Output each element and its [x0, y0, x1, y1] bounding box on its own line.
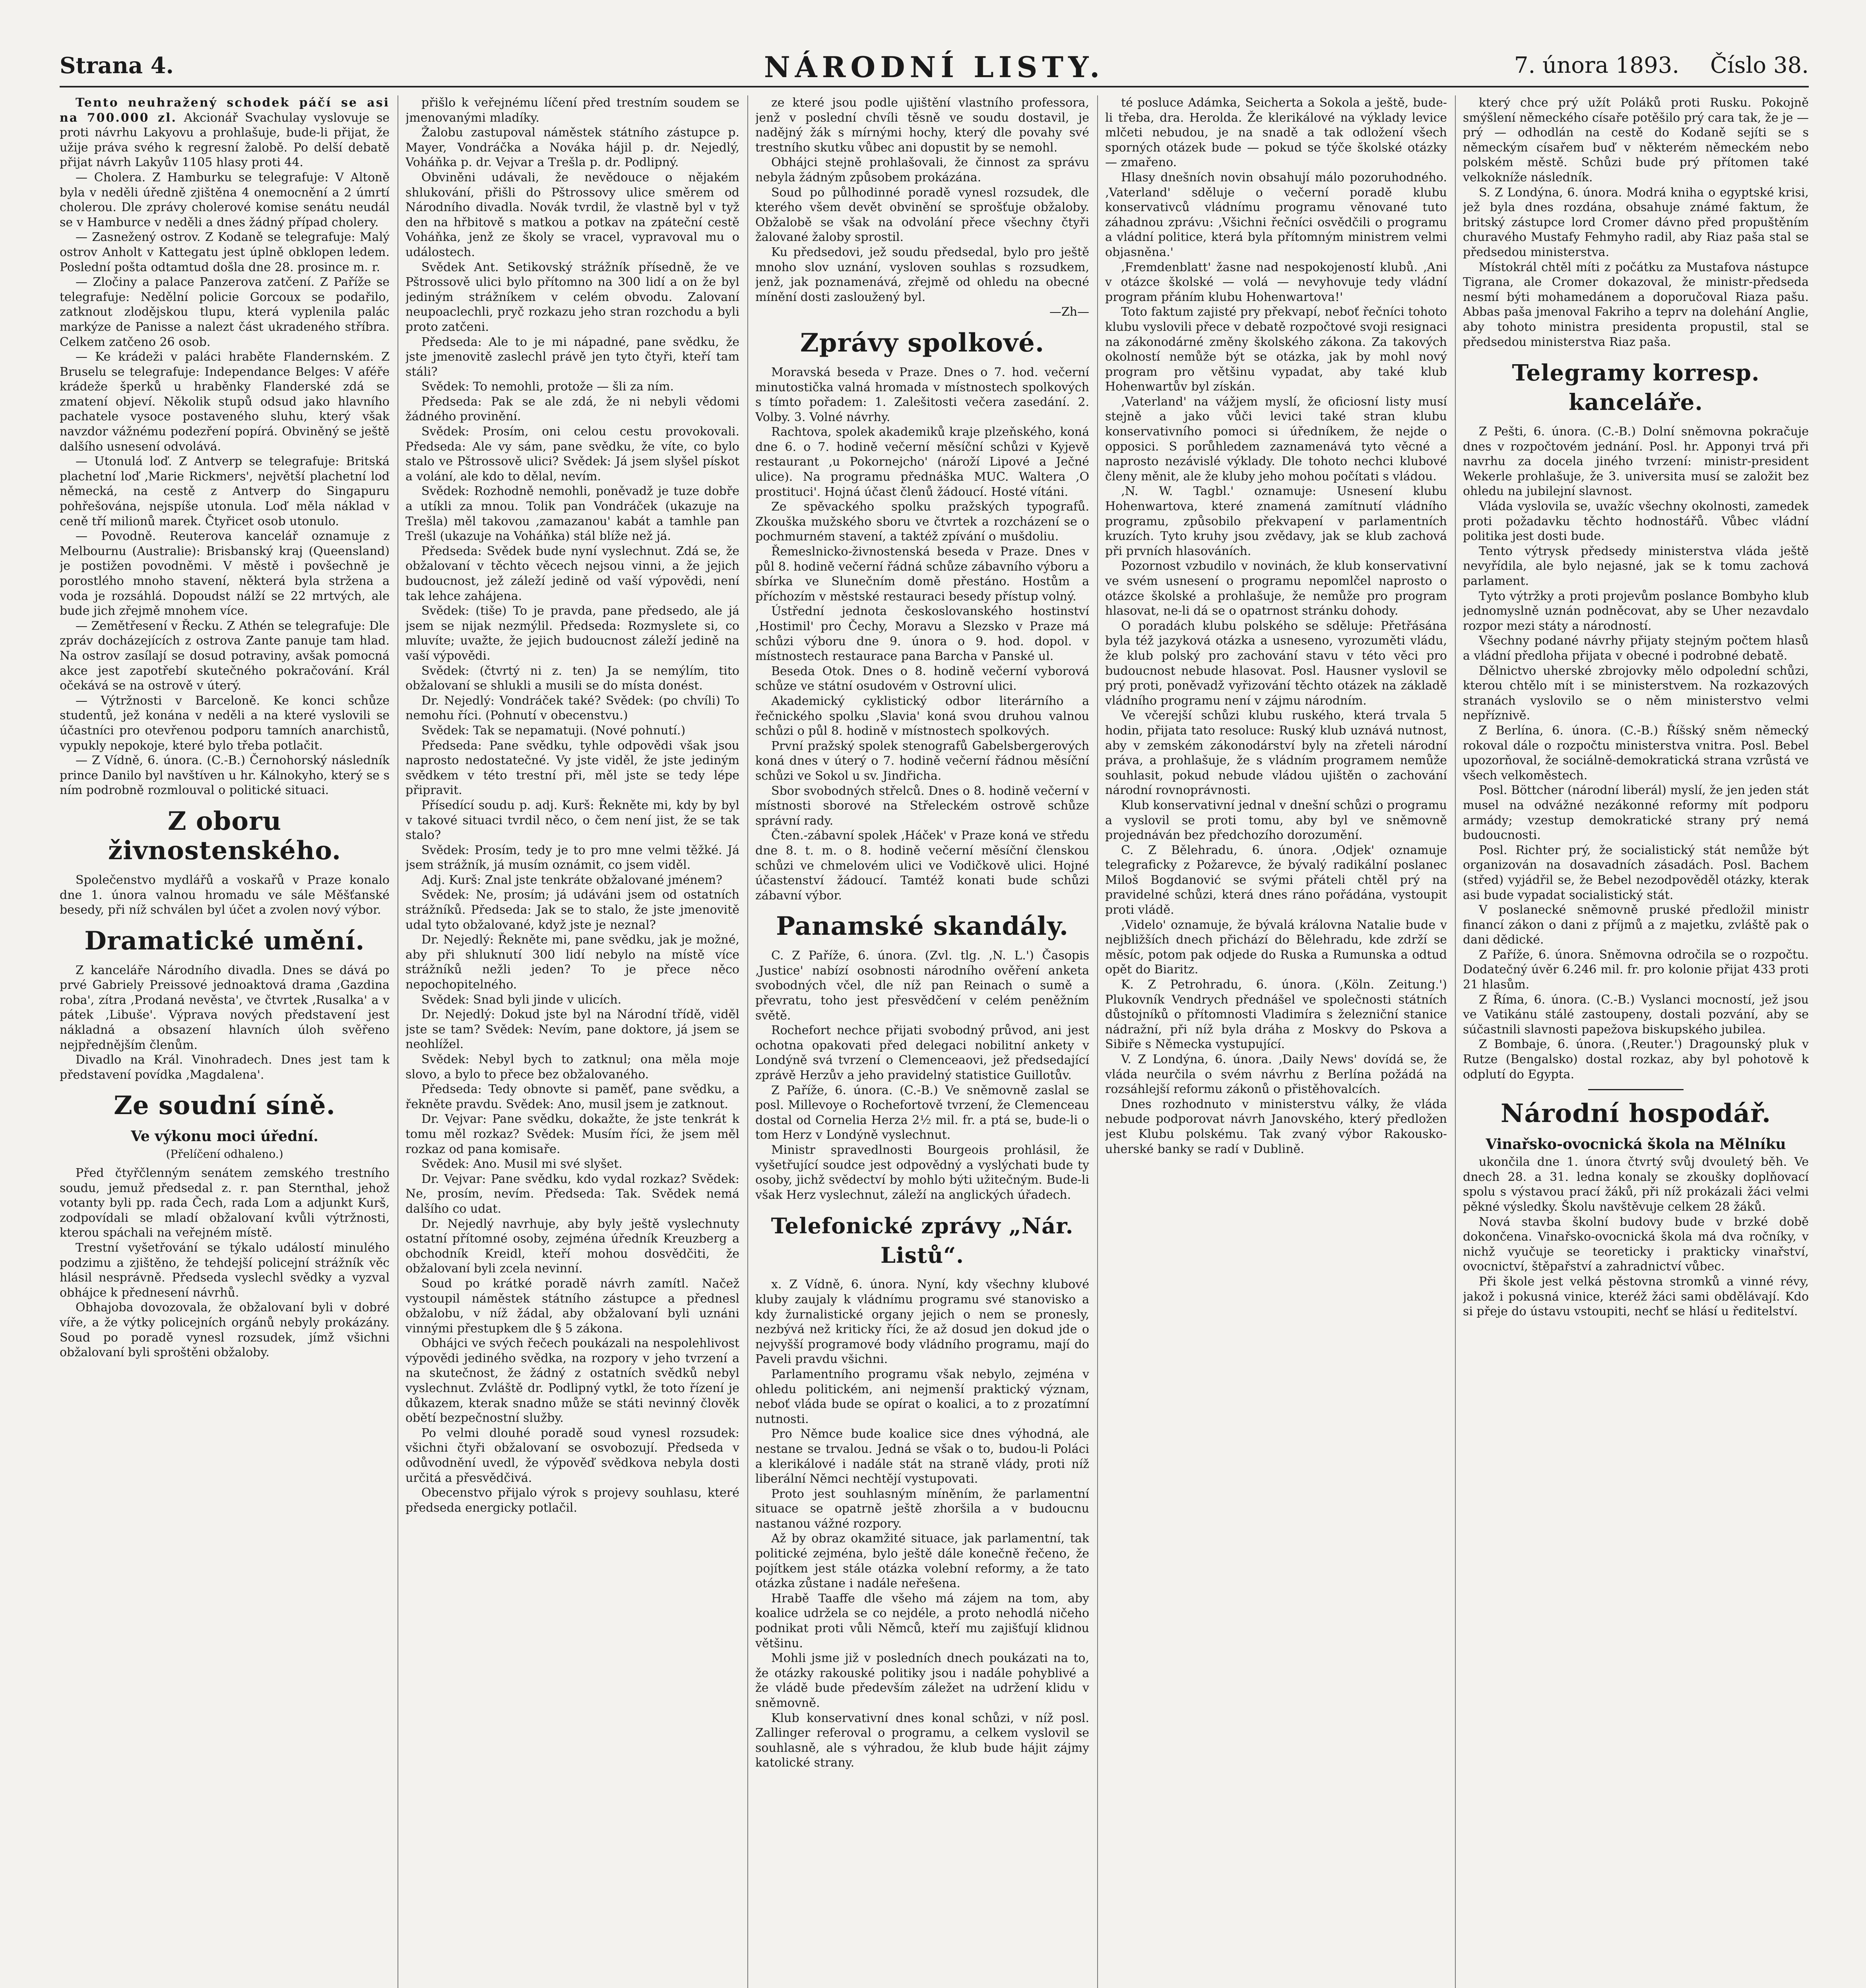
article-paragraph: Obecenstvo přijalo výrok s projevy souhlasu, které předseda energicky potlačil. — [405, 1486, 739, 1515]
article-paragraph: Ze spěvackého spolku pražských typografů. Zkouška mužského sboru ve čtvrtek a rozcházení se o pochmurném stavení, a taktéž zpívání o mušdoliu. — [755, 500, 1089, 544]
article-paragraph: K. Z Petrohradu, 6. února. (‚Köln. Zeitung.') Plukovník Vendrych přednášel ve společnosti státních důstojníků o přítomnosti Vladimíra s železniční stanice nádražní, při níž byla dráha z Moskvy do Pskova a Sibiře s Německa vystupující. — [1105, 978, 1447, 1052]
article-paragraph: Ústřední jednota českoslovanského hostinství ‚Hostimil' pro Čechy, Moravu a Slezsko v Praze má schůzi výboru dne 9. února o 9. hod. dopol. v místnostech restaurace pana Barcha v Panské ul. — [755, 604, 1089, 664]
article-paragraph: Sbor svobodných střelců. Dnes o 8. hodině večerní v místnosti sborové na Střeleckém ostrově schůze správní rady. — [755, 784, 1089, 828]
article-paragraph: Dělnictvo uherské zbrojovky mělo odpolední schůzi, kterou chtělo mít i se ministerstvem. Na rozkazových stranách vyslovilo se o něm ministerstvo velmi nepříznivě. — [1463, 664, 1809, 723]
article-paragraph: Svědek: Snad byli jinde v ulicích. — [421, 992, 622, 1007]
article-paragraph: Místokrál chtěl míti z počátku za Mustafova nástupce Tigrana, ale Cromer dokazoval, že ministr-předseda nesmí býti mohamedánem a doporučoval Riaza pašu. Abbas paša jmenoval Fakriho a teprv na dolehání Anglie, aby tohoto ministra presidenta propustil, stal se předsedou ministerstva Riaz paša. — [1463, 260, 1809, 349]
article-paragraph: té posluce Adámka, Seicherta a Sokola a ještě, bude-li třeba, dra. Herolda. Že klerikálové na výklady levice mlčeti nebudou, je na snadě a tak odložení všech sporných otázek bude — pokud se týče školské otázky — zmařeno. — [1105, 96, 1447, 170]
article-paragraph: Beseda Otok. Dnes o 8. hodině večerní vyborová schůze ve státní osudovém v Ostrovní ulici. — [755, 664, 1089, 693]
article-paragraph: Klub konservativní dnes konal schůzi, v níž posl. Zallinger referoval o programu, a celkem vyslovil se souhlasně, ale s výhradou, že klub bude hájit zájmy katolické strany. — [755, 1711, 1089, 1770]
article-paragraph: Akademický cyklistický odbor literárního a řečnického spolku ‚Slavia' koná svou druhou valnou schůzi o půl 8. hodině v místnostech spolkových. — [755, 694, 1089, 738]
article-paragraph: Při škole jest velká pěstovna stromků a vinné révy, jakož i pokusná vinice, kteréž žáci sami obdělávají. Kdo si přeje do ústavu vstoupiti, nechť se hlásí u ředitelství. — [1463, 1274, 1809, 1319]
article-paragraph: V poslanecké sněmovně pruské předložil ministr financí zákon o dani z příjmů a z majetku, zvláště pak o dani dědické. — [1463, 903, 1809, 947]
article-paragraph: Po velmi dlouhé poradě soud vynesl rozsudek: všichni čtyři obžalovaní se osvobozují. Předseda v odůvodnění uvedl, že výpověď svědkova nebyla dosti určitá a přesvědčivá. — [405, 1426, 739, 1485]
article-paragraph: Všechny podané návrhy přijaty stejným počtem hlasů a vládní předloha přijata v obecné i podrobné debatě. — [1463, 634, 1809, 663]
newspaper-title: NÁRODNÍ LISTY. — [764, 50, 1105, 84]
news-item-povodne: — Povodně. Reuterova kancelář oznamuje z Melbournu (Australie): Brisbanský kraj (Queensland) je postižen povodněmi. V městě i povšechně je porostlého mnoho stavení, některá byla stržena a voda je rozsáhlá. Dopoudst nálží se 22 mrtvých, ale bude jich zřejmě mnohem více. — [60, 529, 390, 618]
section-heading-soud: Ze soudní síně. — [114, 1091, 336, 1121]
page-label: Strana 4. — [60, 52, 174, 79]
article-paragraph: Obhajoba dovozovala, že obžalovaní byli v dobré víře, a že výtky policejních orgánů nebyly prokázány. Soud po poradě vynesl rozsudek, jímž všichni obžalovaní byli sproštěni obžaloby. — [60, 1301, 390, 1360]
article-paragraph: Čten.-zábavní spolek ‚Háček' v Praze koná ve středu dne 8. t. m. o 8. hodině večerní měsíční členskou schůzi ve chmelovém ulici ve Vodičkově ulici. Hojné účastenství žádoucí. Tamtéž konati bude schůzi zábavní výbor. — [755, 829, 1089, 903]
article-paragraph: Tento neuhražený schodek páčí se asi na 700.000 zl. Akcionář Svachulay vyslovuje se proti návrhu Lakyovu a prohlašuje, bude-li přijat, že užije práva svého k regresní žalobě. Po delší debatě přijat návrh Lakyův 1105 hlasy proti 44. — [60, 96, 390, 170]
article-paragraph: Proto jest souhlasným míněním, že parlamentní situace se opatrně ještě zhoršila a v budoucnu nastanou vážné rozpory. — [755, 1487, 1089, 1531]
article-paragraph: který chce prý užít Poláků proti Rusku. Pokojně smýšlení německého císaře potěšilo prý cara tak, že je — prý — odhodlán na cestě do Kodaně sejíti se s německým císařem buď v některém německém nebo polském městě. Schůzi bude prý přítomen také velkokníže následník. — [1463, 96, 1809, 184]
article-paragraph: Svědek Ant. Setikovský strážník přísedně, že ve Pštrossově ulici bylo přítomno na 300 lidí a on že byl jediným strážníkem v celém obvodu. Zalovaní neupoaclechli, pryč rozkazu jeho stran rozchodu a byli proto zatčeni. — [405, 260, 739, 334]
article-paragraph: ‚N. W. Tagbl.' oznamuje: Usnesení klubu Hohenwartova, které znamená zamítnutí vládního programu, způsobilo překvapení v parlamentních kruzích. Tyto kruhy jsou zvědavy, jak se klub zachová při prvních hlasováních. — [1105, 484, 1447, 558]
column-2 — [405, 95, 739, 1988]
article-paragraph: Dr. Nejedlý: Řekněte mi, pane svědku, jak je možné, aby při shluknutí 300 lidí nebylo na místě více strážníků nežli jeden? To je přece něco nepochopitelného. — [405, 933, 739, 992]
article-paragraph: Dr. Vejvar: Pane svědku, dokažte, že jste tenkrát k tomu měl rozkaz? Svědek: Musím říci, že jsem měl rozkaz od pana komisaře. — [405, 1112, 739, 1156]
article-paragraph: Posl. Richter prý, že socialistický stát nemůže být organizován na dosavadních zásadách. Posl. Bachem (střed) vyjádřil se, že Bebel nezodpověděl otázky, kterak asi bude vypadat socialistický stát. — [1463, 843, 1809, 902]
article-paragraph: Svědek: Ano. Musil mi své slyšet. — [421, 1157, 623, 1171]
article-paragraph: x. Z Vídně, 6. února. Nyní, kdy všechny klubové kluby zaujaly k vládnímu programu své stanovisko a kdy žurnalistické organy jejich o nem se pronesly, nezbývá než kriticky říci, že až dosud jen dokud jde o nejvyšší programové body vládního programu, mají do Paveli pravdu všichni. — [755, 1277, 1089, 1367]
column-4 — [1105, 95, 1447, 1988]
news-item-kradez: — Ke krádeži v paláci hraběte Flandernském. Z Bruselu se telegrafuje: Independance Belges: V aféře krádeže šperků u hraběnky Flanderské zdá se zmatení objeví. Několik stupů odsud jako hlavního pachatele vysoce postaveného sluhu, který však navzdor vážnému podezření popírá. Obviněný se ještě dalšího usnesení odvolává. — [60, 350, 390, 454]
article-paragraph: Z Říma, 6. února. (C.-B.) Vyslanci mocností, jež jsou ve Vatikánu stálé zastoupeny, dostali pozvání, aby se súčastnili slavnosti papežova biskupského jubilea. — [1463, 992, 1809, 1037]
article-paragraph: Obviněni udávali, že nevědouce o nějakém shlukování, přišli do Pštrossovy ulice směrem od Národního divadla. Novák tvrdil, že vlastně byl v tyž den na hřbitově s matkou a potkav na zpáteční cestě Voháňka, jenž ze školy se vracel, vypravoval mu o událostech. — [405, 170, 739, 259]
article-paragraph: Předseda: Svědek bude nyní vyslechnut. Zdá se, že obžalovaní v těchto věcech nejsou vinni, a že jejich budoucnost, jež záleží jedině od vaší výpovědi, není tak lehce zahájena. — [405, 544, 739, 603]
article-paragraph: Z Bombaje, 6. února. (‚Reuter.') Dragounský pluk v Rutze (Bengalsko) dostal rozkaz, aby byl pohotově k odplutí do Egypta. — [1463, 1037, 1809, 1081]
section-heading-telegramy: Telegramy korresp. kanceláře. — [1512, 360, 1760, 416]
article-paragraph: Svědek: Tak se nepamatuji. (Nové pohnutí.) — [421, 723, 686, 738]
column-rule — [747, 95, 748, 1988]
article-paragraph: Adj. Kurš: Znal jste tenkráte obžalované jménem? — [421, 873, 722, 887]
column-rule — [1097, 95, 1098, 1988]
article-paragraph: Dr. Vejvar: Pane svědku, kdo vydal rozkaz? Svědek: Ne, prosím, nevím. Předseda: Tak. Svědek nemá dalšího co udat. — [405, 1172, 739, 1216]
article-paragraph: Svědek: To nemohli, protože — šli za ním. — [421, 380, 674, 394]
issue-number: Číslo 38. — [1710, 52, 1809, 78]
article-paragraph: Z Pešti, 6. února. (C.-B.) Dolní sněmovna pokračuje dnes v rozpočtovém jednání. Posl. hr. Apponyi trvá při navrhu za docela jiného tvrzení: ministr-president Wekerle prohlašuje, že 3. universita musí se založit bez ohledu na jubilejní slavnost. — [1463, 425, 1809, 499]
article-signature: —Zh— — [1049, 305, 1089, 319]
column-rule — [1455, 95, 1456, 1988]
article-paragraph: přišlo k veřejnému líčení před trestním soudem se jmenovanými mladíky. — [405, 96, 739, 125]
article-paragraph: Ministr spravedlnosti Bourgeois prohlásil, že vyšetřující soudce jest odpovědný a vyslýchati bude ty osoby, jichž svědectví by mohlo býti užitečným. Bude-li však Herz vyslechnut, záleží na anglických úřadech. — [755, 1143, 1089, 1202]
article-paragraph: C. Z Bělehradu, 6. února. ‚Odjek' oznamuje telegraficky z Požarevce, že bývalý radikální poslanec Miloš Bogdanović se svými přáteli chtěl prý na pravidelné schůzi, která dnes ráno pořádána, vystoupit proti vládě. — [1105, 843, 1447, 917]
article-paragraph: ‚Vaterland' na vážjem myslí, že oficiosní listy musí stejně a jako vůči levici také stran klubu konservativního pomoci si úředníkem, že nejde o opposici. S porůhledem zaznamenává tyto věcné a naprosto nezávislé výklady. Dle tohoto nechci klubové členy měnit, ale že kluby jeho mohou počítati s vládou. — [1105, 394, 1447, 483]
article-paragraph: V. Z Londýna, 6. února. ‚Daily News' dovídá se, že vláda neurčila o svém návrhu z Berlína požádá na rozsáhlejší reformu zákonů o přistěhovalcích. — [1105, 1052, 1447, 1097]
article-paragraph: ‚Videlo' oznamuje, že bývalá královna Natalie bude v nejbližších dnech přichází do Bělehradu, kde zdrží se měsíc, potom pak odjede do Ruska a Rumunska a odtud opět do Biaritz. — [1105, 918, 1447, 977]
article-paragraph: Z kanceláře Národního divadla. Dnes se dává po prvé Gabriely Preissové jednoaktová drama ‚Gazdina roba', zítra ‚Prodaná nevěsta', ve čtvrtek ‚Rusalka' a v pátek ‚Libuše'. Výprava nových představení jest nákladná a obsazení hlavních úloh svěřeno nejpřednějším členům. — [60, 963, 390, 1052]
article-paragraph: Posl. Böttcher (národní liberál) myslí, že jen jeden stát musel na odvážné nezákonné reformy mít podporu armády; vzestup demokratické strany prý nemá budoucnosti. — [1463, 783, 1809, 843]
news-item-cholera: — Cholera. Z Hamburku se telegrafuje: V Altoně byla v neděli úředně zjištěna 4 onemocnění a 2 úmrtí cholerou. Dle zprávy cholerové komise senátu neudál se v Hamburce v neděli a dnes žádný případ cholery. — [60, 170, 390, 229]
article-paragraph: Tento výtrysk předsedy ministerstva vláda ještě nevyřídila, ale bylo nejasné, jak se k tomu zachová parlament. — [1463, 544, 1809, 588]
article-paragraph: Svědek: (tiše) To je pravda, pane předsedo, ale já jsem se nijak nezmýlil. Předseda: Rozmyslete si, co mluvíte; uvažte, že jejich budoucnost záleží jedině na vaší výpovědi. — [405, 604, 739, 663]
news-item-ostrov: — Zasnežený ostrov. Z Kodaně se telegrafuje: Malý ostrov Anholt v Kattegatu jest úplně obklopen ledem. Poslední pošta odtamtud došla dne 28. prosince m. r. — [60, 230, 390, 274]
section-divider — [1588, 1089, 1684, 1090]
article-paragraph: Dr. Nejedlý: Dokud jste byl na Národní třídě, viděl jste se tam? Svědek: Nevím, pane doktore, já jsem se neohlížel. — [405, 1008, 739, 1052]
article-title: Ve výkonu moci úřední. — [131, 1128, 318, 1145]
article-paragraph: Svědek: (čtvrtý ni z. ten) Ja se nemýlím, tito obžalovaní se shlukli a musili se do místa donést. — [405, 664, 739, 693]
article-paragraph: Z Paříže, 6. února. (C.-B.) Ve sněmovně zaslal se posl. Millevoye o Rochefortově tvrzení, že Clemenceau dostal od Cornelia Herza 2½ mil. fr. a ptá se, bude-li o tom Herz v Londýně vyslechnut. — [755, 1083, 1089, 1142]
article-paragraph: Předseda: Pak se ale zdá, že ni nebyli vědomi žádného provinění. — [405, 394, 739, 424]
article-paragraph: Toto faktum zajisté pry překvapí, neboť řečníci tohoto klubu vyslovili přece v debatě rozpočtové svoji resignaci na zákonodárné změny školského zákona. Za takových okolností nemůže být se otázka, jak by mohl nový program pro většinu vypadat, aby také klub Hohenwartův byl získán. — [1105, 305, 1447, 394]
article-paragraph: Divadlo na Král. Vinohradech. Dnes jest tam k představení povídka ‚Magdalena'. — [60, 1053, 390, 1082]
article-paragraph: První pražský spolek stenografů Gabelsbergerových koná dnes v úterý o 7. hodině večerní řádnou měsíční schůzi ve Sokol u sv. Jindřicha. — [755, 739, 1089, 783]
article-paragraph: Přísedící soudu p. adj. Kurš: Řekněte mi, kdy by byl v takové situaci tvrdil něco, o čem není jist, že se tak stalo? — [405, 798, 739, 843]
article-paragraph: Řemeslnicko-živnostenská beseda v Praze. Dnes v půl 8. hodině večerní řádná schůze zábavního výboru a sbírka ve Slunečním domě přestáno. Hostům a příchozím v městské restauraci besedy přístup volný. — [755, 545, 1089, 604]
article-paragraph: Rochefort nechce přijati svobodný průvod, ani jest ochotna opakovati před delegaci nobilitní ankety v Londýně svá tvrzení o Clemenceaovi, jež předsedající zprávě Herzův a jeho pravidelný statistice Guillotův. — [755, 1023, 1089, 1083]
article-paragraph: Parlamentního programu však nebylo, zejména v ohledu politickém, ani nejmenší praktický význam, neboť vláda bude se opírat o koalici, a to z prozatímní nutnosti. — [755, 1367, 1089, 1426]
article-paragraph: S. Z Londýna, 6. února. Modrá kniha o egyptské krisi, jež byla dnes rozdána, obsahuje známé faktum, že britský zástupce lord Cromer dávno před propuštěním churavého Mustafy Fehmyho radil, aby Riaz paša stal se předsedou ministerstva. — [1463, 185, 1809, 259]
masthead — [60, 50, 1809, 87]
article-paragraph: Hrabě Taaffe dle všeho má zájem na tom, aby koalice udržela se co nejdéle, a proto nehodlá ničeho podnikat proti vůli Němců, kteří mu zajišťují klidnou většinu. — [755, 1591, 1089, 1650]
news-item-barcelona: — Výtržnosti v Barceloně. Ke konci schůze studentů, jež konána v neděli a na které vyslovili se účastníci pro otevřenou podporu tamních anarchistů, vypukly nepokoje, které bylo třeba potlačit. — [60, 693, 390, 753]
article-paragraph: ‚Fremdenblatt' žasne nad nespokojeností klubů. ‚Ani v otázce školské — volá — nevyhovuje tedy vládní program přáním klubu Hohenwartova!' — [1105, 260, 1447, 304]
column-3 — [755, 95, 1089, 1988]
news-item-zlociny: — Zločiny a palace Panzerova zatčení. Z Paříže se telegrafuje: Nedělní policie Gorcoux se podařilo, zatknout zlodějskou tlupu, která vyplenila palác markýze de Panisse a nalezt část ukradeného stříbra. Celkem zatčeno 26 osob. — [60, 275, 390, 349]
article-paragraph: ukončila dne 1. února čtvrtý svůj dvouletý běh. Ve dnech 28. a 31. ledna konaly se zkoušky doplňovací spolu s výstavou prací žáků, při níž prokázali žáci velmi pěkné výsledky. Školu navštěvuje celkem 28 žáků. — [1463, 1155, 1809, 1214]
section-heading-panama: Panamské skandály. — [776, 911, 1069, 942]
section-heading-spolkove: Zprávy spolkové. — [800, 328, 1045, 358]
article-paragraph: Svědek: Ne, prosím; já udáváni jsem od ostatních strážníků. Předseda: Jak se to stalo, že jste jmenovitě udal tyto obžalované, když jste je neznal? — [405, 888, 739, 932]
article-paragraph: Až by obraz okamžité situace, jak parlamentní, tak politické zejména, bylo ještě dále konečně řečeno, že pojítkem jest stále otázka volební reformy, a že tato otázka zůstane i nadále neřešena. — [755, 1532, 1089, 1591]
section-heading-zivnost: Z oboru živnostenského. — [108, 806, 341, 866]
article-paragraph: Klub konservativní jednal v dnešní schůzi o programu a vyslovil se proti tomu, aby byl ve sněmovně projednáván bez předchozího dorozumění. — [1105, 798, 1447, 843]
article-paragraph: Svědek: Prosím, oni celou cestu provokovali. Předseda: Ale vy sám, pane svědku, že víte, co bylo stalo ve Pštrossově ulici? Svědek: Já jsem slyšel pískot a volání, ale kdo to dělal, nevím. — [405, 425, 739, 483]
article-paragraph: Moravská beseda v Praze. Dnes o 7. hod. večerní minutostička valná hromada v místnostech spolkových s tímto pořadem: 1. Zalešitosti večera zasedání. 2. Volby. 3. Volné návrhy. — [755, 365, 1089, 424]
article-paragraph: Dr. Nejedlý navrhuje, aby byly ještě vyslechnuty ostatní přítomné osoby, zejména úředník Kreuzberg a obchodník Kreidl, kteří mohou dosvědčiti, že obžalovaní byli zcela nevinní. — [405, 1217, 739, 1276]
section-heading-hospodar: Národní hospodář. — [1500, 1099, 1771, 1129]
article-paragraph: Mohli jsme již v posledních dnech poukázati na to, že otázky rakouské politiky jsou i nadále pohyblivé a že vládě bude především záležet na udržení klidu v sněmovně. — [755, 1651, 1089, 1710]
issue-date: 7. února 1893. — [1514, 52, 1680, 78]
article-paragraph: Předseda: Tedy obnovte si paměť, pane svědku, a řekněte pravdu. Svědek: Ano, musil jsem je zatknout. — [405, 1082, 739, 1111]
article-paragraph: Ve včerejší schůzi klubu ruského, která trvala 5 hodin, přijata tato resoluce: Ruský klub uznává nutnost, aby v zemském zákonodárství byly na zřeteli národní práva, a prohlašuje, že s vládním programem nemůže souhlasit, pokud nebude vládou ujištěn o zachování národní rovnoprávnosti. — [1105, 709, 1447, 798]
article-title: Vinařsko-ovocnická škola na Mělníku — [1486, 1136, 1786, 1153]
article-paragraph: Společenstvo mydlářů a voskařů v Praze konalo dne 1. února valnou hromadu ve sále Měšťanské besedy, při níž schválen byl účet a zvolen nový výbor. — [60, 873, 390, 917]
article-paragraph: Dnes rozhodnuto v ministerstvu války, že vláda nebude podporovat návrh Janovského, který předložen jest Klubu polskému. Tak zvaný výbor Rakousko-uherské banky se radí v Dublině. — [1105, 1097, 1447, 1156]
article-paragraph: Obhájci stejně prohlašovali, že činnost za správu nebyla žádným způsobem prokázána. — [755, 155, 1089, 184]
article-paragraph: Předseda: Ale to je mi nápadné, pane svědku, že jste jmenovitě zaslechl právě jen tyto čtyři, kteří tam stáli? — [405, 335, 739, 379]
article-paragraph: Z Berlína, 6. února. (C.-B.) Říšský sněm německý rokoval dále o rozpočtu ministerstva vnitra. Posl. Bebel upozorňoval, že sociálně-demokratická strana vzrůstá ve všech velkoměstech. — [1463, 723, 1809, 782]
article-paragraph: O poradách klubu polského se sděluje: Přetřásána byla též jazyková otázka a usneseno, vyrozuměti vládu, že klub polský pro zachování stavu v této věci pro budoucnost nebude hlasovat. Posl. Hausner vyslovil se prý proti, poněvadž vyřizování těchto otázek na základě vládního programu není v zájmu národním. — [1105, 619, 1447, 708]
article-paragraph: Žalobu zastupoval náměstek státního zástupce p. Mayer, Vondráčka a Nováka hájil p. dr. Nejedlý, Voháňka p. dr. Vejvar a Trešla p. dr. Podlipný. — [405, 126, 739, 170]
article-paragraph: Tyto výtržky a proti projevům poslance Bombyho klub jednomyslně uznán podněcovat, aby se Uher nezavdalo rozpor mezi státy a národností. — [1463, 589, 1809, 633]
article-paragraph: Rachtova, spolek akademiků kraje plzeňského, koná dne 6. o 7. hodině večerní měsíční schůzi v Kyjevě restaurant ‚u Pokornejcho' (nároží Lipové a Ječné ulice). Na programu přednáška MUC. Waltera ‚O prostituci'. Hojná účast členů žádoucí. Hosté vítáni. — [755, 425, 1089, 499]
article-paragraph: Ku předsedovi, jež soudu předsedal, bylo pro ještě mnoho slov uznání, vysloven souhlas s rozsudkem, jenž, jak poznamenává, zřejmě od ohledu na obecné mínění dosti zasloužený byl. — [755, 245, 1089, 304]
article-paragraph: Předseda: Pane svědku, tyhle odpovědi však jsou naprosto nedostatečné. Vy jste viděl, že jste jediným svědkem v této trestní při, měl jste se tedy lépe připravit. — [405, 738, 739, 798]
article-paragraph: Hlasy dnešních novin obsahují málo pozoruhodného. ‚Vaterland' sděluje o večerní poradě klubu konservativců vládnímu programu věnované tuto záhadnou zprávu: ‚Všichni řečníci osvědčili o programu a vládní politice, která byla přítomným ministrem velmi objasněna.' — [1105, 170, 1447, 259]
section-heading-dramaticke: Dramatické umění. — [84, 926, 365, 956]
article-paragraph: Pro Němce bude koalice sice dnes výhodná, ale nestane se trvalou. Jedná se však o to, budou-li Poláci a klerikálové i nadále stát na straně vlády, proti níž liberální Němci nechtějí vystupovati. — [755, 1427, 1089, 1486]
article-paragraph: Z Paříže, 6. února. Sněmovna odročila se o rozpočtu. Dodatečný úvěr 6.246 mil. fr. pro kolonie přijat 433 proti 21 hlasům. — [1463, 947, 1809, 992]
article-paragraph: Svědek: Rozhodně nemohli, poněvadž je tuze dobře a utíkli za mnou. Tolik pan Vondráček (ukazuje na Trešla) měl takovou ‚zamazanou' kabát a tamhle pan Trešl (ukazuje na Voháňka) stál blíže než já. — [405, 484, 739, 544]
column-1 — [60, 95, 390, 1988]
section-heading-telefon: Telefonické zprávy „Nár. Listů“. — [771, 1213, 1074, 1268]
article-paragraph: Obhájci ve svých řečech poukázali na nespolehlivost výpovědi jediného svědka, na rozpory v jeho tvrzení a na skutečnost, že žádný z ostatních svědků nebyl vyslechnut. Zvláště dr. Podlipný vytkl, že toto řízení je důkazem, kterak snadno může se státi nevinný člověk obětí bezpečnostní služby. — [405, 1336, 739, 1425]
article-paragraph: Vláda vyslovila se, uvažíc všechny okolnosti, zamedek proti požadavku těchto hodnostářů. Vůbec vládní politika jest dosti bude. — [1463, 499, 1809, 544]
article-paragraph: Svědek: Prosím, tedy je to pro mne velmi těžké. Já jsem strážník, já musím oznámit, co jsem viděl. — [405, 843, 739, 872]
article-paragraph: Před čtyřčlenným senátem zemského trestního soudu, jemuž předsedal z. r. pan Sternthal, jehož votanty byli pp. rada Čech, rada Lom a adjunkt Kurš, zodpovídali se mladí obžalovaní kvůli výtržnosti, kterou spáchali na veřejném místě. — [60, 1166, 390, 1240]
news-item-zemetreseni: — Zemětřesení v Řecku. Z Athén se telegrafuje: Dle zpráv docházejících z ostrova Zante panuje tam hlad. Na ostrov zasílají se dosud potraviny, avšak pomocná akce jest zapotřebí skutečného pokračování. Král očekává se na ostrově v úterý. — [60, 619, 390, 693]
news-item-viden: — Z Vídně, 6. února. (C.-B.) Černohorský následník prince Danilo byl navštíven u hr. Kálnokyho, který se s ním podrobně rozmlouval o politické situaci. — [60, 753, 390, 798]
article-paragraph: Nová stavba školní budovy bude v brzké době dokončena. Vinařsko-ovocnická škola má dva ročníky, v nichž vyučuje se teoreticky i prakticky vinařství, ovocnictví, štěpařství a zahradnictví vůbec. — [1463, 1215, 1809, 1274]
article-paragraph: Trestní vyšetřování se týkalo událostí minulého podzimu a zjištěno, že tehdejší policejní strážník věc hlásil nesprávně. Předseda vyslechl svědky a vyzval obhájce k přednesení návrhů. — [60, 1241, 390, 1300]
column-5 — [1463, 95, 1809, 1988]
issue-info — [1514, 52, 1809, 78]
article-paragraph: C. Z Paříže, 6. února. (Zvl. tlg. ‚N. L.') Časopis ‚Justice' nabízí osobnosti národního ověření anketa svobodných včel, dle níž pan Reinach o sumě a převratu, toho jest přesvědčení v celém peněžním světě. — [755, 949, 1089, 1023]
news-item-lod: — Utonulá loď. Z Antverp se telegrafuje: Britská plachetní loď ‚Marie Rickmers', největší plachetní loď německá, na cestě z Antverp do Singapuru pohřešována, nejspíše utonula. Loď měla náklad v ceně tří milionů marek. Čtyřicet osob utonulo. — [60, 454, 390, 528]
article-paragraph: Pozornost vzbudilo v novinách, že klub konservativní ve svém usnesení o programu nepomlčel naprosto o otázce školské a prohlašuje, že nemůže pro program hlasovat, ne-li dá se o opatrnost stránku dohody. — [1105, 559, 1447, 618]
article-subtitle: (Přelíčení odhaleno.) — [166, 1147, 283, 1161]
article-paragraph: Soud po krátké poradě návrh zamítl. Načež vystoupil náměstek státního zástupce a přednesl obžalobu, v níž žádal, aby obžalovaní byli uznáni vinnými přestupkem dle § 5 zákona. — [405, 1276, 739, 1336]
article-paragraph: Dr. Nejedlý: Vondráček také? Svědek: (po chvíli) To nemohu říci. (Pohnutí v obecenstvu.) — [405, 693, 739, 723]
article-paragraph: ze které jsou podle ujištění vlastního professora, jenž v poslední chvíli těsně ve soudu dostavil, je nadějný žák s mírnými hochy, který dle povahy své trestního skutku vůbec ani dopustit by se nemohl. — [755, 96, 1089, 155]
article-paragraph: Svědek: Nebyl bych to zatknul; ona měla moje slovo, a bylo to přece bez obžalovaného. — [405, 1052, 739, 1081]
article-paragraph: Soud po půlhodinné poradě vynesl rozsudek, dle kterého všem devět obvinění se sprošťuje obžaloby. Obžalobě se však na odvolání přece všechny čtyři žalované žaloby sprostil. — [755, 185, 1089, 245]
